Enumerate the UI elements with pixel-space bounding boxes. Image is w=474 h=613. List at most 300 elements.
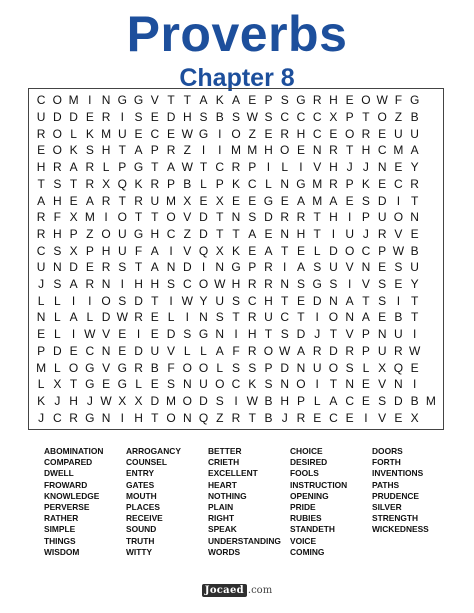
grid-letter[interactable]: P — [296, 393, 305, 408]
grid-letter[interactable]: E — [378, 310, 387, 325]
grid-letter[interactable]: H — [134, 277, 143, 292]
grid-letter[interactable]: T — [216, 210, 224, 225]
grid-letter[interactable]: U — [36, 260, 46, 275]
grid-letter[interactable]: A — [296, 260, 305, 275]
grid-letter[interactable]: L — [167, 310, 175, 325]
grid-letter[interactable]: L — [135, 377, 142, 392]
grid-letter[interactable]: I — [136, 327, 141, 342]
grid-letter[interactable]: P — [264, 360, 273, 375]
grid-letter[interactable]: S — [231, 360, 240, 375]
grid-letter[interactable]: G — [263, 193, 274, 208]
grid-letter[interactable]: R — [231, 410, 241, 425]
grid-letter[interactable]: C — [166, 226, 176, 241]
grid-letter[interactable]: J — [362, 160, 369, 175]
grid-letter[interactable]: C — [394, 176, 403, 191]
grid-letter[interactable]: C — [53, 410, 62, 425]
grid-letter[interactable]: B — [264, 410, 273, 425]
grid-letter[interactable]: T — [297, 310, 305, 325]
grid-letter[interactable]: A — [150, 243, 159, 258]
grid-letter[interactable]: W — [246, 110, 258, 125]
grid-letter[interactable]: O — [101, 293, 111, 308]
grid-letter[interactable]: S — [167, 277, 176, 292]
grid-letter[interactable]: I — [120, 277, 124, 292]
grid-letter[interactable]: S — [378, 277, 387, 292]
grid-letter[interactable]: H — [329, 93, 338, 108]
grid-letter[interactable]: O — [101, 226, 111, 241]
grid-letter[interactable]: S — [53, 176, 62, 191]
grid-letter[interactable]: A — [329, 393, 338, 408]
grid-letter[interactable]: E — [85, 260, 94, 275]
grid-letter[interactable]: E — [264, 226, 273, 241]
grid-letter[interactable]: F — [167, 360, 175, 375]
grid-letter[interactable]: T — [37, 176, 45, 191]
grid-letter[interactable]: S — [313, 260, 322, 275]
grid-letter[interactable]: X — [69, 210, 78, 225]
grid-letter[interactable]: S — [231, 293, 240, 308]
grid-letter[interactable]: T — [118, 193, 126, 208]
grid-letter[interactable]: D — [69, 110, 78, 125]
grid-letter[interactable]: O — [328, 360, 339, 375]
grid-letter[interactable]: H — [329, 210, 338, 225]
grid-letter[interactable]: O — [263, 343, 274, 358]
grid-letter[interactable]: E — [150, 327, 159, 342]
grid-letter[interactable]: C — [312, 126, 322, 141]
grid-letter[interactable]: T — [69, 176, 78, 191]
grid-letter[interactable]: P — [361, 327, 370, 342]
grid-letter[interactable]: O — [377, 110, 387, 125]
grid-letter[interactable]: Q — [117, 176, 127, 191]
grid-letter[interactable]: L — [200, 343, 207, 358]
grid-letter[interactable]: U — [329, 260, 338, 275]
grid-letter[interactable]: E — [378, 260, 387, 275]
grid-letter[interactable]: S — [345, 360, 354, 375]
grid-letter[interactable]: W — [214, 277, 226, 292]
grid-letter[interactable] — [423, 176, 439, 193]
grid-letter[interactable]: O — [296, 377, 306, 392]
grid-letter[interactable]: H — [296, 126, 306, 141]
grid-letter[interactable]: M — [166, 393, 177, 408]
grid-letter[interactable]: E — [118, 327, 127, 342]
grid-letter[interactable]: O — [52, 93, 63, 108]
grid-letter[interactable]: I — [331, 226, 336, 241]
grid-letter[interactable]: N — [361, 260, 371, 275]
grid-letter[interactable]: D — [166, 327, 176, 342]
grid-letter[interactable]: R — [377, 226, 387, 241]
grid-letter[interactable]: U — [117, 226, 127, 241]
grid-letter[interactable]: I — [299, 160, 303, 175]
grid-letter[interactable] — [423, 226, 439, 243]
grid-letter[interactable]: T — [232, 226, 240, 241]
grid-letter[interactable]: O — [361, 93, 371, 108]
grid-letter[interactable]: U — [150, 343, 160, 358]
grid-letter[interactable]: N — [377, 160, 387, 175]
grid-letter[interactable]: P — [150, 143, 159, 158]
grid-letter[interactable]: E — [69, 343, 78, 358]
grid-letter[interactable]: P — [167, 176, 176, 191]
grid-letter[interactable]: M — [166, 193, 177, 208]
grid-letter[interactable]: O — [52, 143, 63, 158]
grid-letter[interactable]: E — [378, 126, 387, 141]
grid-letter[interactable]: C — [329, 410, 338, 425]
grid-letter[interactable]: H — [101, 243, 111, 258]
grid-letter[interactable]: T — [151, 410, 159, 425]
grid-letter[interactable]: O — [215, 377, 225, 392]
grid-letter[interactable]: V — [102, 327, 111, 342]
grid-letter[interactable]: I — [120, 110, 124, 125]
grid-letter[interactable]: E — [345, 410, 354, 425]
grid-letter[interactable]: R — [85, 277, 95, 292]
grid-letter[interactable]: N — [199, 310, 208, 325]
grid-letter[interactable]: R — [280, 210, 290, 225]
grid-letter[interactable]: C — [280, 110, 290, 125]
grid-letter[interactable]: L — [200, 176, 207, 191]
grid-letter[interactable]: D — [377, 193, 387, 208]
grid-letter[interactable]: C — [280, 310, 290, 325]
grid-letter[interactable]: I — [315, 377, 319, 392]
grid-letter[interactable]: Z — [183, 226, 191, 241]
grid-letter[interactable]: R — [166, 143, 176, 158]
grid-letter[interactable]: G — [85, 410, 95, 425]
grid-letter[interactable]: S — [248, 210, 257, 225]
grid-letter[interactable]: O — [198, 360, 209, 375]
grid-letter[interactable]: S — [248, 360, 257, 375]
grid-letter[interactable]: T — [151, 160, 159, 175]
grid-letter[interactable]: G — [117, 377, 127, 392]
grid-letter[interactable]: E — [296, 243, 305, 258]
grid-letter[interactable]: G — [85, 360, 95, 375]
grid-letter[interactable] — [423, 376, 439, 393]
grid-letter[interactable]: N — [329, 293, 338, 308]
grid-letter[interactable]: X — [69, 243, 78, 258]
grid-letter[interactable]: S — [329, 277, 338, 292]
grid-letter[interactable]: I — [396, 193, 401, 208]
grid-letter[interactable]: I — [218, 126, 222, 141]
grid-letter[interactable] — [423, 326, 439, 343]
grid-letter[interactable]: I — [201, 143, 206, 158]
grid-letter[interactable]: I — [234, 327, 238, 342]
grid-letter[interactable]: X — [329, 110, 338, 125]
grid-letter[interactable]: E — [313, 410, 322, 425]
grid-letter[interactable]: H — [69, 393, 78, 408]
grid-letter[interactable]: R — [247, 310, 257, 325]
grid-letter[interactable]: S — [118, 260, 127, 275]
grid-letter[interactable]: O — [182, 393, 192, 408]
grid-letter[interactable] — [423, 242, 439, 259]
grid-letter[interactable]: D — [150, 393, 160, 408]
grid-letter[interactable]: H — [264, 293, 273, 308]
grid-letter[interactable]: U — [410, 126, 419, 141]
grid-letter[interactable]: P — [118, 160, 127, 175]
grid-letter[interactable]: R — [231, 160, 241, 175]
grid-letter[interactable]: L — [216, 360, 224, 375]
grid-letter[interactable] — [423, 192, 439, 209]
grid-letter[interactable]: O — [52, 126, 63, 141]
grid-letter[interactable]: L — [54, 310, 61, 325]
grid-letter[interactable]: O — [166, 210, 176, 225]
grid-letter[interactable]: G — [231, 260, 241, 275]
grid-letter[interactable]: J — [362, 226, 369, 241]
grid-letter[interactable]: S — [264, 377, 273, 392]
grid-letter[interactable]: W — [100, 393, 112, 408]
grid-letter[interactable]: C — [377, 143, 387, 158]
grid-letter[interactable]: V — [378, 410, 387, 425]
grid-letter[interactable]: I — [348, 210, 352, 225]
grid-letter[interactable]: R — [264, 277, 273, 292]
grid-letter[interactable]: Y — [410, 277, 419, 292]
grid-letter[interactable]: F — [232, 343, 240, 358]
grid-letter[interactable]: M — [101, 126, 112, 141]
grid-letter[interactable]: M — [84, 210, 95, 225]
grid-letter[interactable]: N — [182, 377, 192, 392]
grid-letter[interactable]: I — [71, 293, 76, 308]
grid-letter[interactable]: T — [362, 110, 370, 125]
grid-letter[interactable]: C — [36, 243, 46, 258]
grid-letter[interactable]: F — [394, 93, 403, 108]
grid-letter[interactable]: B — [394, 310, 403, 325]
grid-letter[interactable]: A — [167, 160, 176, 175]
grid-letter[interactable]: U — [377, 343, 387, 358]
grid-letter[interactable]: R — [85, 160, 95, 175]
grid-letter[interactable]: A — [69, 277, 78, 292]
grid-letter[interactable]: C — [182, 277, 192, 292]
grid-letter[interactable]: T — [329, 327, 338, 342]
grid-letter[interactable]: C — [361, 243, 371, 258]
grid-letter[interactable]: I — [266, 160, 271, 175]
grid-letter[interactable]: I — [169, 243, 173, 258]
grid-letter[interactable]: C — [231, 377, 241, 392]
grid-letter[interactable] — [423, 343, 439, 360]
grid-letter[interactable]: A — [296, 343, 305, 358]
grid-letter[interactable]: W — [116, 310, 128, 325]
grid-letter[interactable]: E — [248, 93, 257, 108]
grid-letter[interactable]: O — [198, 277, 209, 292]
grid-letter[interactable]: E — [150, 310, 159, 325]
grid-letter[interactable]: E — [134, 126, 143, 141]
grid-letter[interactable]: C — [36, 93, 46, 108]
grid-letter[interactable]: A — [199, 93, 208, 108]
grid-letter[interactable]: L — [54, 327, 61, 342]
grid-letter[interactable] — [423, 292, 439, 309]
grid-letter[interactable]: S — [167, 377, 176, 392]
grid-letter[interactable]: M — [68, 93, 79, 108]
grid-letter[interactable]: K — [215, 93, 224, 108]
grid-letter[interactable]: T — [264, 327, 273, 342]
grid-letter[interactable]: R — [247, 277, 257, 292]
grid-letter[interactable]: X — [102, 176, 111, 191]
grid-letter[interactable]: U — [394, 126, 403, 141]
grid-letter[interactable]: W — [246, 393, 258, 408]
grid-letter[interactable]: R — [280, 126, 290, 141]
grid-letter[interactable]: L — [362, 360, 370, 375]
grid-letter[interactable] — [423, 276, 439, 293]
grid-letter[interactable]: R — [329, 176, 338, 191]
grid-letter[interactable]: N — [101, 343, 111, 358]
grid-letter[interactable]: G — [296, 176, 306, 191]
grid-letter[interactable]: U — [199, 377, 208, 392]
grid-letter[interactable]: L — [281, 160, 289, 175]
grid-letter[interactable]: D — [329, 243, 338, 258]
grid-letter[interactable]: A — [345, 293, 354, 308]
grid-letter[interactable]: T — [151, 210, 159, 225]
grid-letter[interactable]: B — [410, 393, 419, 408]
grid-letter[interactable]: O — [393, 210, 404, 225]
grid-letter[interactable]: P — [215, 176, 224, 191]
grid-letter[interactable]: G — [409, 93, 420, 108]
grid-letter[interactable]: N — [101, 93, 111, 108]
grid-letter[interactable]: Y — [410, 160, 419, 175]
grid-letter[interactable]: U — [345, 226, 354, 241]
grid-letter[interactable]: I — [283, 260, 287, 275]
grid-letter[interactable]: D — [53, 343, 62, 358]
grid-letter[interactable]: N — [280, 226, 290, 241]
grid-letter[interactable]: O — [345, 243, 355, 258]
grid-letter[interactable] — [423, 109, 439, 126]
grid-letter[interactable]: X — [183, 193, 192, 208]
grid-letter[interactable]: R — [101, 193, 111, 208]
grid-letter[interactable]: L — [54, 360, 61, 375]
grid-letter[interactable]: S — [134, 110, 143, 125]
grid-letter[interactable]: I — [201, 260, 206, 275]
grid-letter[interactable]: S — [280, 327, 289, 342]
grid-letter[interactable]: R — [134, 310, 143, 325]
grid-letter[interactable]: N — [182, 410, 192, 425]
grid-letter[interactable]: O — [182, 360, 192, 375]
grid-letter[interactable]: A — [264, 243, 273, 258]
grid-letter[interactable]: D — [134, 343, 143, 358]
grid-letter[interactable]: D — [264, 210, 273, 225]
grid-letter[interactable]: W — [392, 243, 405, 258]
grid-letter[interactable]: S — [231, 110, 240, 125]
grid-letter[interactable]: V — [378, 377, 387, 392]
grid-letter[interactable]: H — [53, 193, 62, 208]
grid-letter[interactable]: R — [329, 143, 338, 158]
grid-letter[interactable]: E — [394, 277, 403, 292]
grid-letter[interactable]: F — [53, 210, 62, 225]
grid-letter[interactable]: C — [345, 393, 354, 408]
grid-letter[interactable]: H — [182, 110, 192, 125]
grid-letter[interactable]: P — [248, 260, 257, 275]
grid-letter[interactable]: A — [69, 160, 78, 175]
grid-letter[interactable]: C — [312, 110, 322, 125]
grid-letter[interactable]: L — [183, 343, 191, 358]
grid-letter[interactable]: B — [215, 110, 224, 125]
grid-letter[interactable]: I — [185, 310, 189, 325]
grid-letter[interactable]: R — [296, 210, 306, 225]
grid-letter[interactable]: D — [69, 260, 78, 275]
grid-letter[interactable]: H — [296, 226, 306, 241]
grid-letter[interactable]: X — [53, 377, 62, 392]
grid-letter[interactable]: Y — [199, 293, 208, 308]
grid-letter[interactable]: E — [345, 93, 354, 108]
grid-letter[interactable]: D — [182, 260, 192, 275]
grid-letter[interactable]: E — [102, 377, 111, 392]
grid-letter[interactable]: I — [104, 210, 108, 225]
grid-letter[interactable]: K — [37, 393, 46, 408]
grid-letter[interactable]: P — [345, 176, 354, 191]
grid-letter[interactable]: U — [394, 327, 403, 342]
grid-letter[interactable]: T — [118, 143, 126, 158]
grid-letter[interactable]: D — [101, 310, 111, 325]
grid-letter[interactable]: V — [394, 226, 403, 241]
grid-letter[interactable]: N — [53, 260, 62, 275]
grid-letter[interactable]: D — [280, 360, 290, 375]
grid-letter[interactable]: R — [410, 176, 419, 191]
grid-letter[interactable]: Q — [393, 360, 404, 375]
grid-letter[interactable]: R — [36, 126, 46, 141]
grid-letter[interactable]: D — [296, 327, 306, 342]
site-logo[interactable] — [202, 584, 272, 597]
grid-letter[interactable]: G — [198, 327, 209, 342]
grid-letter[interactable]: N — [101, 277, 111, 292]
grid-letter[interactable]: L — [86, 310, 94, 325]
grid-letter[interactable]: B — [410, 243, 419, 258]
grid-letter[interactable]: H — [36, 160, 46, 175]
grid-letter[interactable]: U — [117, 243, 127, 258]
grid-letter[interactable]: W — [376, 93, 388, 108]
grid-letter[interactable]: V — [361, 277, 370, 292]
grid-letter[interactable]: P — [37, 343, 46, 358]
grid-letter[interactable]: U — [150, 193, 160, 208]
grid-letter[interactable]: C — [296, 110, 306, 125]
grid-letter[interactable]: W — [181, 160, 193, 175]
grid-letter[interactable]: E — [150, 110, 159, 125]
grid-letter[interactable]: R — [53, 160, 62, 175]
grid-letter[interactable]: S — [361, 193, 370, 208]
grid-letter[interactable]: H — [101, 143, 111, 158]
grid-letter[interactable]: G — [117, 93, 127, 108]
grid-letter[interactable]: R — [312, 93, 322, 108]
grid-letter[interactable]: I — [412, 377, 417, 392]
grid-letter[interactable]: J — [38, 277, 45, 292]
grid-letter[interactable]: X — [118, 393, 127, 408]
grid-letter[interactable]: A — [37, 193, 46, 208]
grid-letter[interactable]: Z — [86, 226, 94, 241]
grid-letter[interactable]: G — [133, 226, 144, 241]
grid-letter[interactable]: S — [53, 243, 62, 258]
grid-letter[interactable]: R — [394, 343, 403, 358]
grid-letter[interactable]: H — [134, 410, 143, 425]
grid-letter[interactable]: E — [150, 377, 159, 392]
grid-letter[interactable]: L — [313, 393, 321, 408]
grid-letter[interactable]: P — [85, 243, 94, 258]
grid-letter[interactable]: R — [85, 176, 95, 191]
grid-letter[interactable]: V — [345, 327, 354, 342]
grid-letter[interactable]: V — [183, 243, 192, 258]
grid-letter[interactable]: A — [69, 310, 78, 325]
grid-letter[interactable]: E — [69, 193, 78, 208]
grid-letter[interactable]: R — [312, 343, 322, 358]
grid-letter[interactable]: R — [69, 410, 78, 425]
grid-letter[interactable]: E — [296, 143, 305, 158]
grid-letter[interactable]: C — [150, 126, 160, 141]
grid-letter[interactable]: D — [166, 110, 176, 125]
grid-letter[interactable]: B — [150, 360, 159, 375]
grid-letter[interactable]: T — [69, 377, 78, 392]
grid-letter[interactable]: R — [101, 260, 111, 275]
grid-letter[interactable]: N — [280, 176, 290, 191]
grid-letter[interactable]: S — [394, 260, 403, 275]
grid-letter[interactable]: O — [117, 210, 127, 225]
grid-letter[interactable]: A — [248, 226, 257, 241]
grid-letter[interactable]: T — [410, 193, 419, 208]
grid-letter[interactable]: N — [296, 360, 306, 375]
grid-letter[interactable]: G — [198, 126, 209, 141]
grid-letter[interactable]: K — [134, 176, 143, 191]
grid-letter[interactable]: E — [296, 293, 305, 308]
grid-letter[interactable]: T — [183, 93, 191, 108]
grid-letter[interactable]: P — [361, 343, 370, 358]
grid-letter[interactable]: E — [37, 327, 46, 342]
